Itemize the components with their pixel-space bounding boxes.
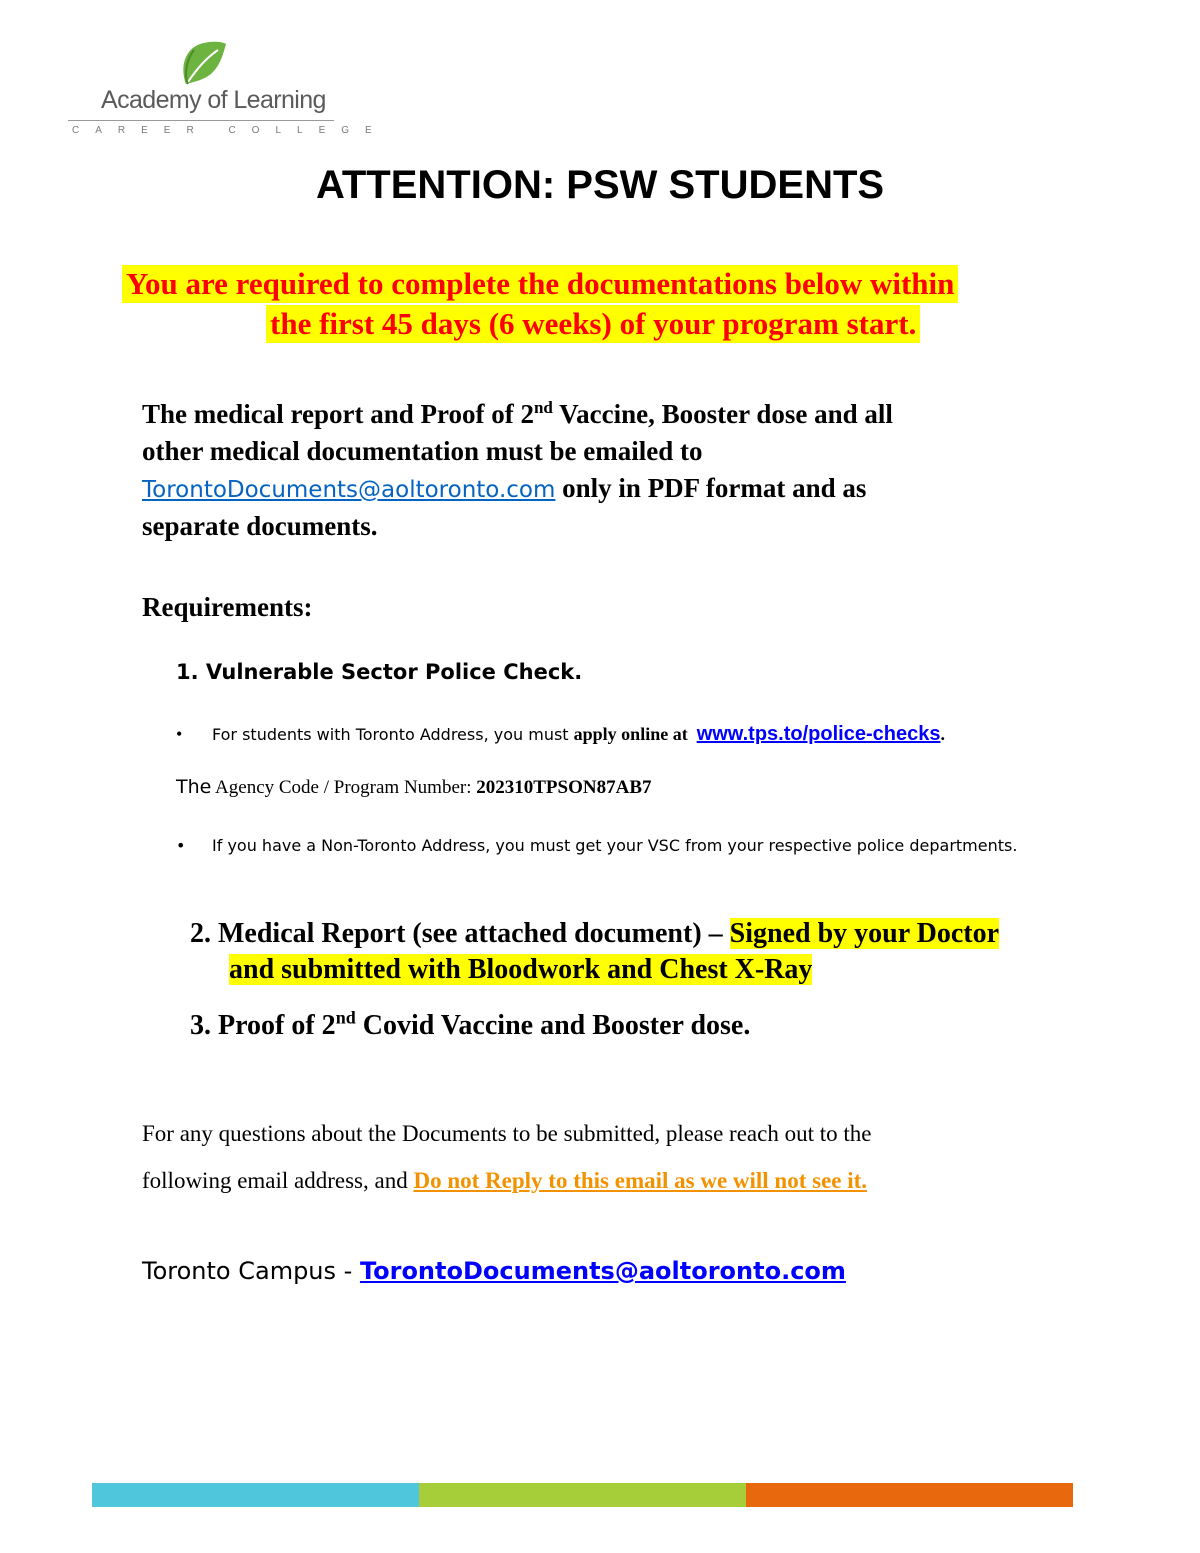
bullet-icon: •: [176, 836, 186, 855]
bullet-toronto: • For students with Toronto Address, you must apply online at www.tps.to/police-checks.: [176, 723, 945, 745]
college-logo: [68, 40, 388, 140]
requirement-item-2: 2. Medical Report (see attached document) – Signed by your Doctor: [190, 918, 1000, 949]
logo-name: Academy of Learning: [101, 86, 326, 114]
campus-contact: Toronto Campus - TorontoDocuments@aoltoronto.com: [142, 1257, 846, 1285]
requirements-heading: Requirements:: [142, 592, 313, 622]
do-not-reply-warning: Do not Reply to this email as we will not see it.: [413, 1168, 868, 1193]
campus-email-link[interactable]: TorontoDocuments@aoltoronto.com: [359, 1257, 846, 1285]
email-link[interactable]: TorontoDocuments@aoltoronto.com: [142, 477, 556, 503]
intro-line3: TorontoDocuments@aoltoronto.com only in PDF format and as: [142, 473, 867, 503]
intro-line4: separate documents.: [142, 511, 378, 541]
bullet-non-toronto: • If you have a Non-Toronto Address, you must get your VSC from your respective police departments.: [176, 832, 1056, 860]
agency-code: 202310TPSON87AB7: [476, 777, 652, 798]
footer-bar-blue: [92, 1483, 419, 1507]
logo-subtitle: CAREER COLLEGE: [72, 125, 388, 136]
closing-line2: following email address, and Do not Reply to this email as we will not see it.: [142, 1168, 868, 1193]
requirement-item-3: 3. Proof of 2nd Covid Vaccine and Booster dose.: [190, 1007, 751, 1041]
closing-line1: For any questions about the Documents to be submitted, please reach out to the: [142, 1121, 872, 1146]
police-check-link[interactable]: www.tps.to/police-checks: [696, 723, 941, 745]
requirement-item-2-cont: and submitted with Bloodwork and Chest X-Ray: [229, 954, 813, 985]
bullet-icon: •: [176, 724, 183, 744]
logo-divider: [68, 120, 334, 121]
footer-bar-orange: [746, 1483, 1073, 1507]
intro-line2: other medical documentation must be emailed to: [142, 436, 703, 466]
intro-line1: The medical report and Proof of 2nd Vaccine, Booster dose and all: [142, 398, 893, 429]
page-title: ATTENTION: PSW STUDENTS: [315, 163, 885, 207]
footer-bar-green: [419, 1483, 746, 1507]
requirement-item-1: 1. Vulnerable Sector Police Check.: [176, 660, 583, 684]
deadline-notice-line1: You are required to complete the documentations below within: [122, 265, 958, 303]
leaf-icon: [178, 40, 228, 86]
agency-code-line: The Agency Code / Program Number: 202310TPSON87AB7: [176, 776, 652, 798]
deadline-notice-line2: the first 45 days (6 weeks) of your program start.: [266, 305, 920, 343]
